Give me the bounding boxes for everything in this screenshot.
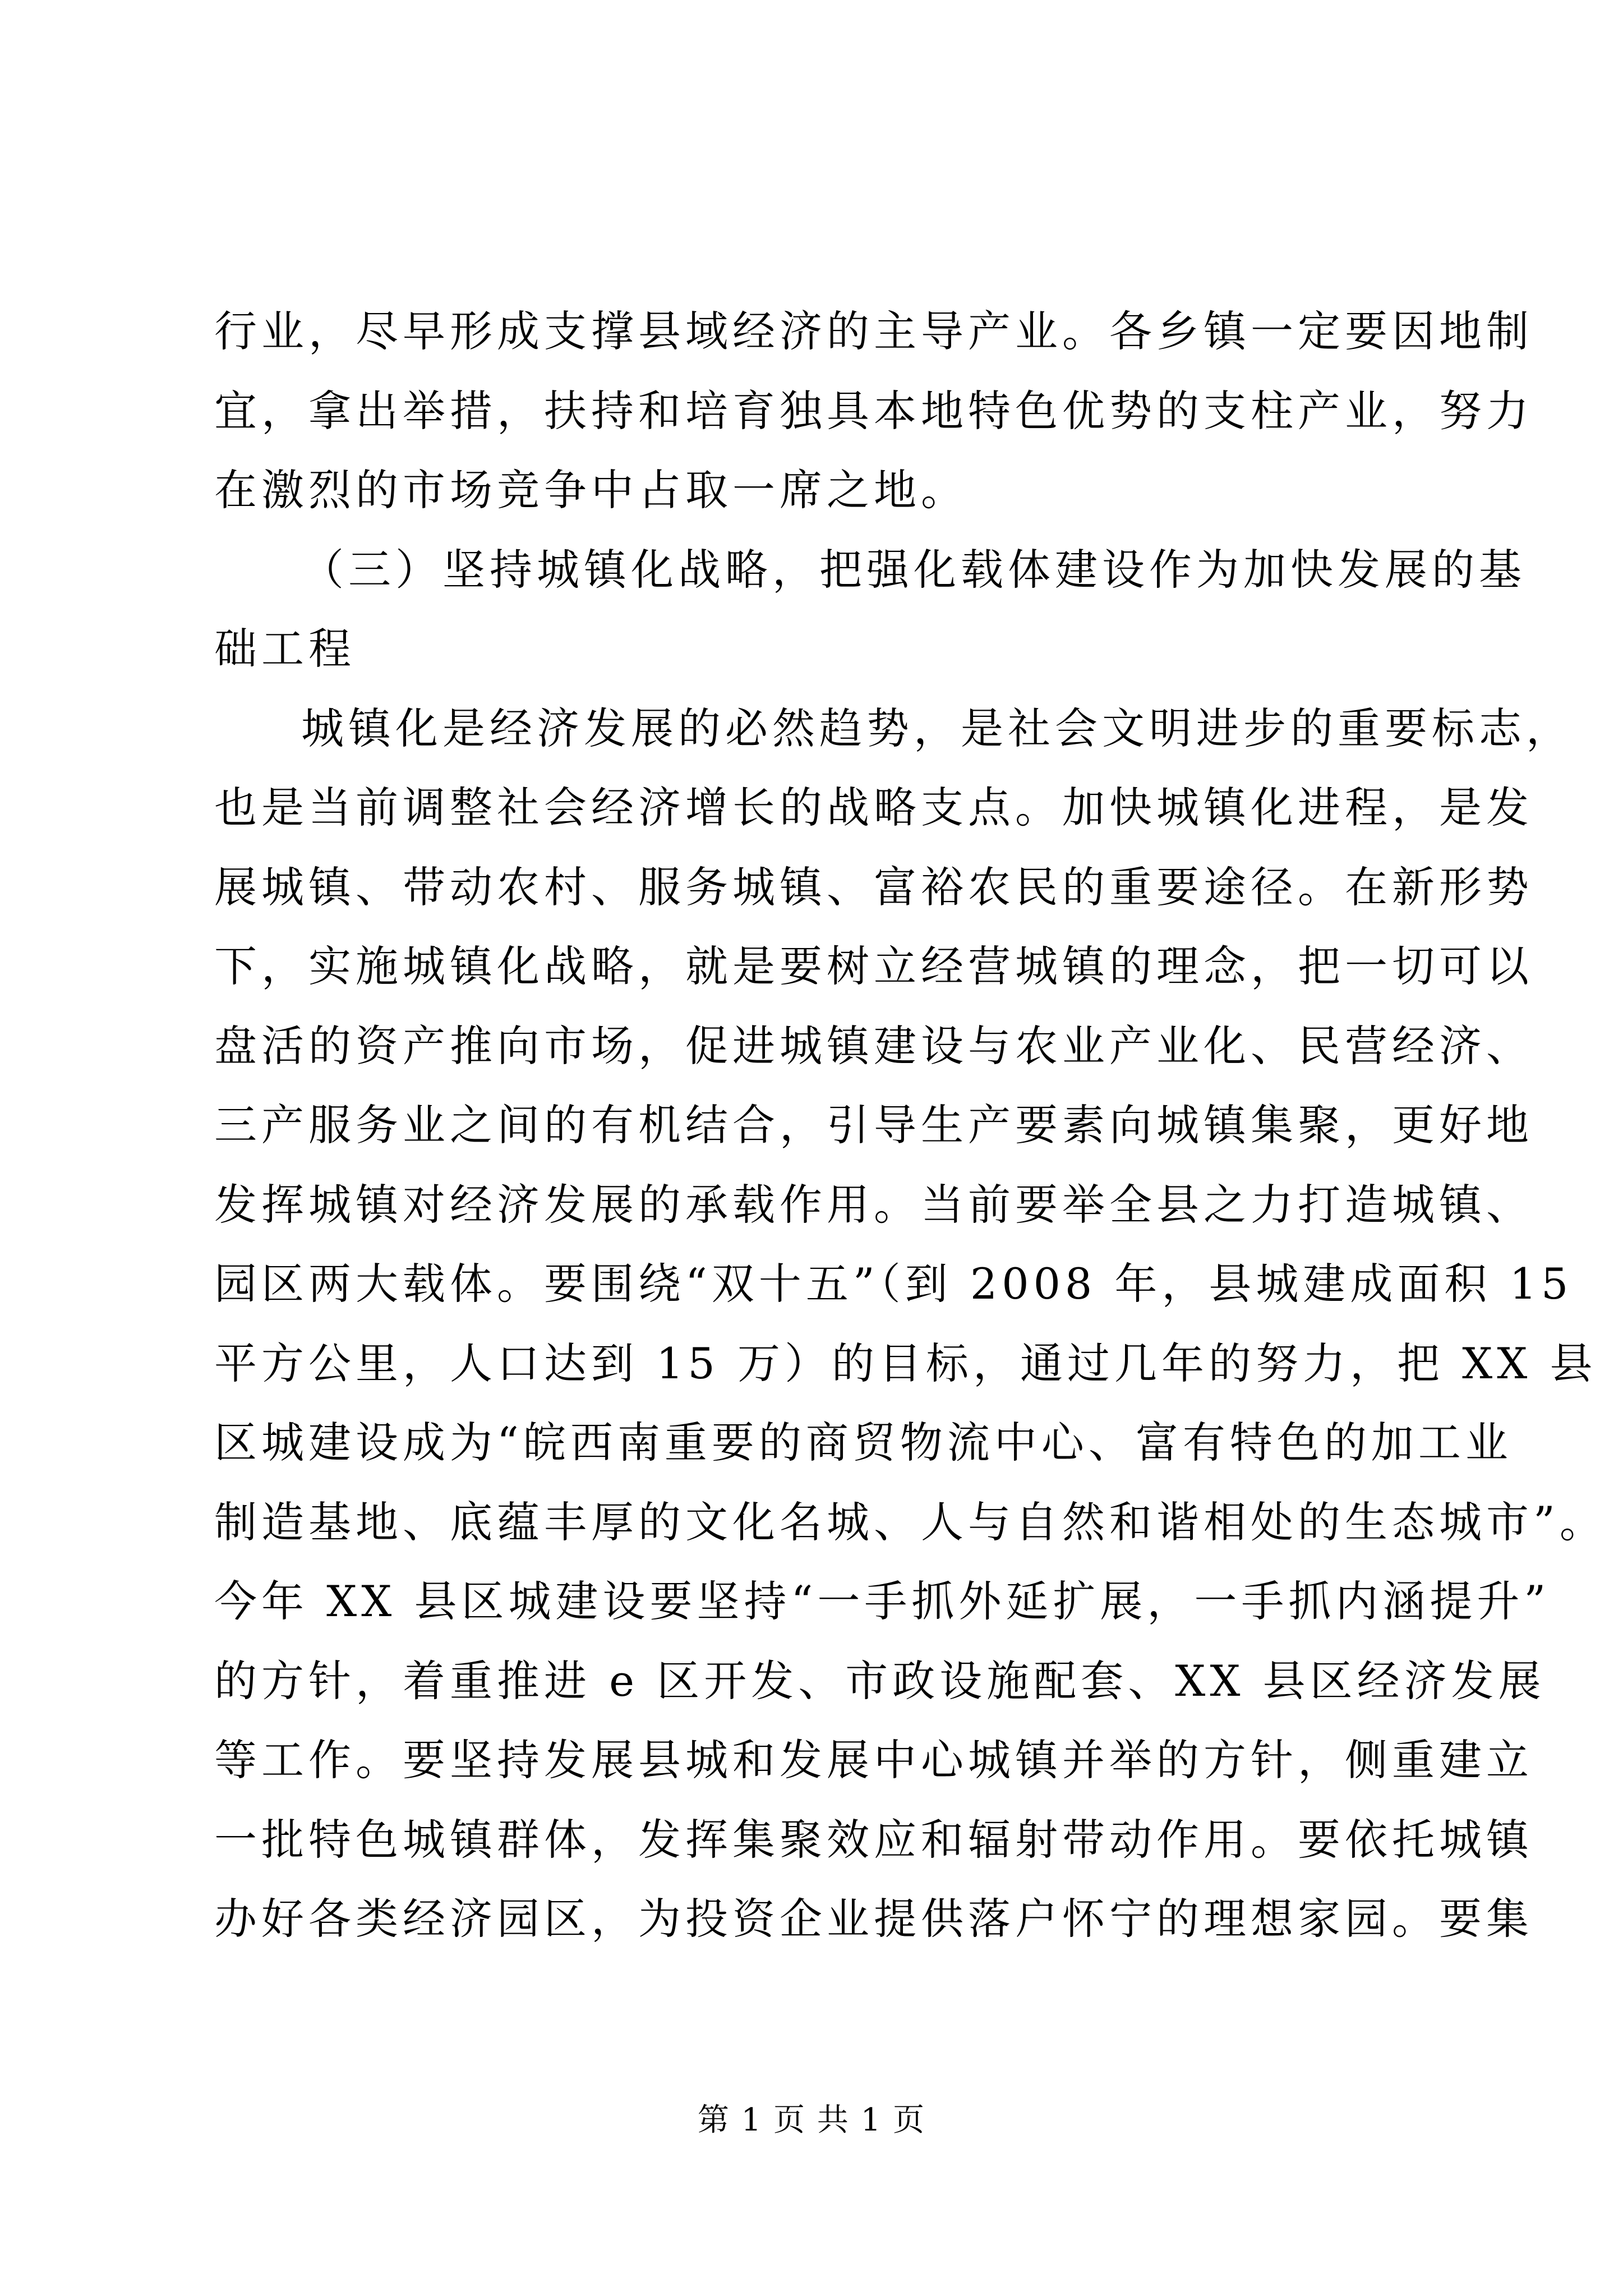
text-line: 园区两大载体。要围绕“双十五”（到 2008 年，县城建成面积 15 bbox=[214, 1259, 1573, 1309]
text-line: 一批特色城镇群体，发挥集聚效应和辐射带动作用。要依托城镇 bbox=[214, 1814, 1533, 1865]
text-line: 发挥城镇对经济发展的承载作用。当前要举全县之力打造城镇、 bbox=[214, 1179, 1533, 1230]
text-line: 的方针，着重推进 e 区开发、市政设施配套、XX 县区经济发展 bbox=[214, 1655, 1546, 1706]
text-line: 行业，尽早形成支撑县域经济的主导产业。各乡镇一定要因地制 bbox=[214, 306, 1533, 356]
page-number-footer: 第 1 页 共 1 页 bbox=[697, 2102, 926, 2138]
text-line: 平方公里，人口达到 15 万）的目标，通过几年的努力，把 XX 县 bbox=[214, 1338, 1597, 1388]
section-heading-line: （三）坚持城镇化战略，把强化载体建设作为加快发展的基 bbox=[301, 544, 1526, 595]
text-line: 区城建设成为“皖西南重要的商贸物流中心、富有特色的加工业 bbox=[214, 1418, 1513, 1467]
text-line: 展城镇、带动农村、服务城镇、富裕农民的重要途径。在新形势 bbox=[214, 862, 1533, 912]
text-line: 办好各类经济园区，为投资企业提供落户怀宁的理想家园。要集 bbox=[214, 1894, 1533, 1944]
text-line: 制造基地、底蕴丰厚的文化名城、人与自然和谐相处的生态城市”。 bbox=[214, 1497, 1607, 1547]
text-line: 今年 XX 县区城建设要坚持“一手抓外延扩展，一手抓内涵提升” bbox=[214, 1576, 1551, 1626]
text-line: 也是当前调整社会经济增长的战略支点。加快城镇化进程，是发 bbox=[214, 783, 1533, 832]
text-line: 三产服务业之间的有机结合，引导生产要素向城镇集聚，更好地 bbox=[214, 1100, 1533, 1150]
text-line: 盘活的资产推向市场，促进城镇建设与农业产业化、民营经济、 bbox=[214, 1020, 1533, 1071]
text-line: 下，实施城镇化战略，就是要树立经营城镇的理念，把一切可以 bbox=[214, 941, 1533, 991]
body-text bbox=[214, 292, 1607, 1959]
text-line: 城镇化是经济发展的必然趋势，是社会文明进步的重要标志， bbox=[301, 703, 1573, 753]
text-line: 等工作。要坚持发展县城和发展中心城镇并举的方针，侧重建立 bbox=[214, 1735, 1533, 1785]
text-line: 宜，拿出举措，扶持和培育独具本地特色优势的支柱产业，努力 bbox=[214, 385, 1533, 436]
text-line: 在激烈的市场竞争中占取一席之地。 bbox=[214, 465, 968, 515]
section-heading-line: 础工程 bbox=[214, 624, 356, 674]
